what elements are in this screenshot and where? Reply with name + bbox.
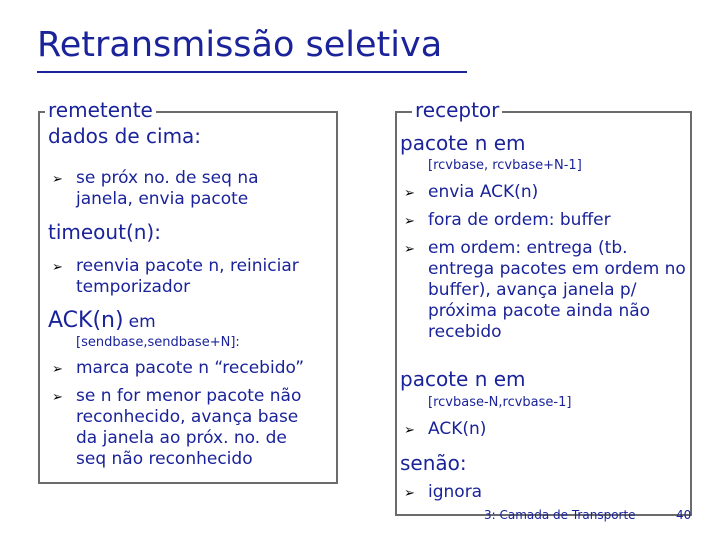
arrowhead-bullet-icon: ➢ [52,390,63,405]
sender-item-text: marca pacote n “recebido” [76,358,305,378]
receiver-item [404,482,689,504]
arrowhead-bullet-icon: ➢ [404,214,415,229]
receiver-item-text: fora de ordem: buffer [428,210,611,230]
sender-item [52,256,332,300]
sender-legend: remetente [45,100,156,120]
receiver-item [404,419,689,441]
receiver-old-window-heading: pacote n em [400,367,526,391]
sender-item [52,168,332,212]
footer-chapter-label: 3: Camada de Transporte [484,508,636,522]
sender-ack-range: [sendbase,sendbase+N]: [76,335,240,350]
sender-item-text: reenvia pacote n, reiniciar temporizador [76,256,299,297]
sender-data-from-above-heading: dados de cima: [48,124,202,148]
receiver-old-window-range: [rcvbase-N,rcvbase-1] [428,395,572,410]
sender-timeout-heading: timeout(n): [48,220,161,244]
arrowhead-bullet-icon: ➢ [404,423,415,438]
sender-item [52,386,332,476]
sender-ack-heading-row [48,310,156,333]
receiver-item [404,238,689,358]
title-underline [37,71,467,73]
arrowhead-bullet-icon: ➢ [52,172,63,187]
arrowhead-bullet-icon: ➢ [52,260,63,275]
sender-item-text: se próx no. de seq na janela, envia pacote [76,168,259,209]
receiver-in-window-heading: pacote n em [400,131,526,155]
receiver-item-text: envia ACK(n) [428,182,539,202]
receiver-item-text: ACK(n) [428,419,487,439]
slide-title: Retransmissão seletiva [37,25,443,65]
receiver-in-window-range: [rcvbase, rcvbase+N-1] [428,158,582,173]
sender-ack-heading: ACK(n) [48,308,124,333]
page-number: 40 [676,508,692,522]
arrowhead-bullet-icon: ➢ [52,362,63,377]
receiver-item [404,182,689,204]
arrowhead-bullet-icon: ➢ [404,186,415,201]
receiver-item [404,210,689,232]
receiver-item-text: em ordem: entrega (tb. entrega pacotes em ordem no buffer), avança janela p/ próxima pacote ainda não recebido [428,238,686,342]
receiver-item-text: ignora [428,482,483,502]
arrowhead-bullet-icon: ➢ [404,242,415,257]
receiver-otherwise-heading: senão: [400,451,467,475]
sender-ack-heading-suffix: em [128,312,156,332]
sender-item [52,358,332,380]
sender-item-text: se n for menor pacote não reconhecido, avança base da janela ao próx. no. de seq não reconhecido [76,386,302,469]
arrowhead-bullet-icon: ➢ [404,486,415,501]
receiver-legend: receptor [412,100,502,120]
